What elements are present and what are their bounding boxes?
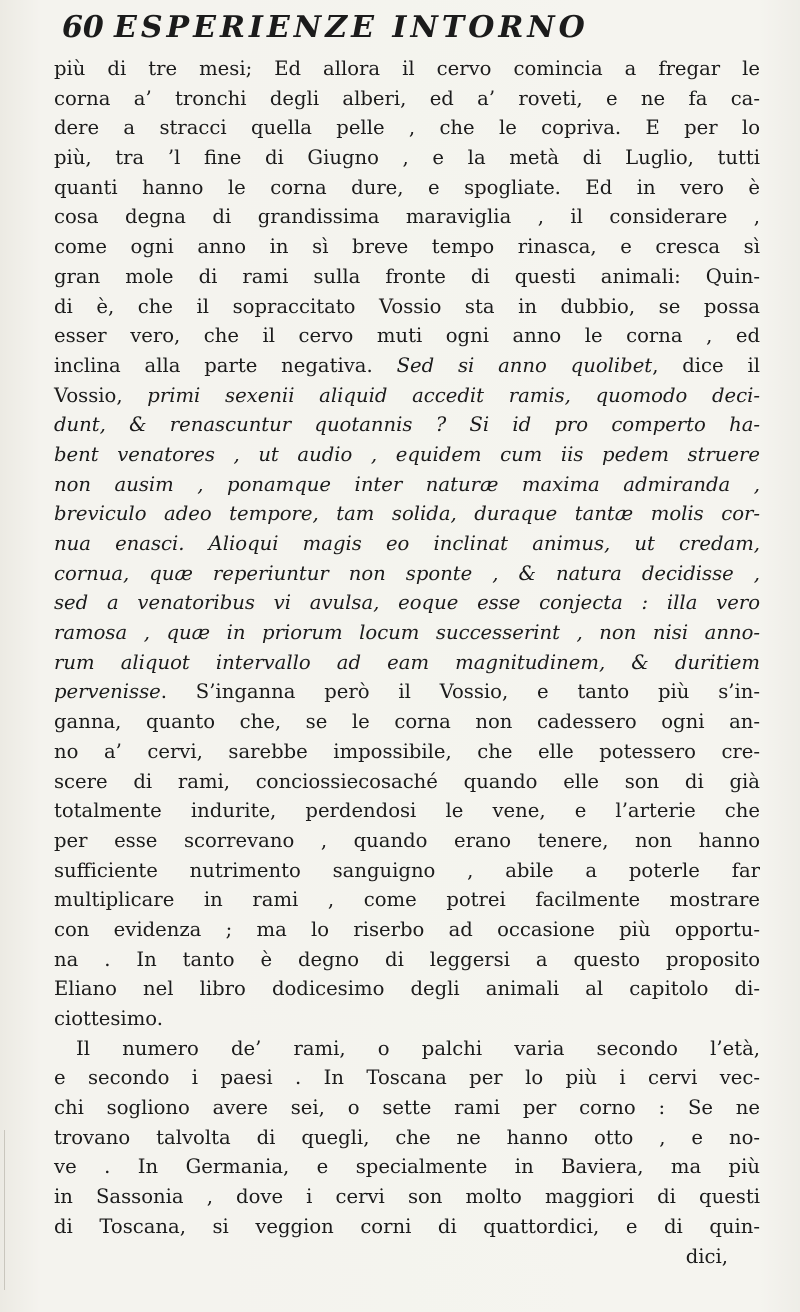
body-text-segment: sufficiente nutrimento sanguigno , abile a poterle far	[54, 858, 760, 882]
text-line	[54, 173, 760, 203]
body-text-segment: , dice il	[652, 353, 760, 377]
body-text-segment: cosa degna di grandissima maraviglia , il considerare ,	[54, 205, 760, 229]
body-text-segment: esser vero, che il cervo muti ogni anno le corna , ed	[54, 324, 760, 348]
text-line	[54, 707, 760, 737]
text-line	[54, 321, 760, 351]
latin-quote-text: rum aliquot intervallo ad eam magnitudinem, & duritiem	[54, 650, 760, 674]
body-text-segment: quanti hanno le corna dure, e spogliate. Ed in vero è	[54, 175, 760, 199]
text-line	[54, 677, 760, 707]
body-text-segment: ve . In Germania, e specialmente in Baviera, ma più	[54, 1155, 760, 1179]
text-line	[54, 1182, 760, 1212]
body-text-segment: di Toscana, si veggion corni di quattordici, e di quin-	[54, 1214, 760, 1238]
body-text-segment: totalmente indurite, perdendosi le vene, e l’arterie che	[54, 799, 760, 823]
latin-quote-text: bent venatores , ut audio , equidem cum iis pedem struere	[54, 442, 760, 466]
text-line	[54, 885, 760, 915]
running-title: ESPERIENZE INTORNO	[114, 10, 589, 45]
body-text-segment: ciottesimo.	[54, 1007, 163, 1030]
text-line	[54, 1212, 760, 1242]
text-line	[54, 1152, 760, 1182]
body-text-segment: trovano talvolta di quegli, che ne hanno otto , e no-	[54, 1125, 760, 1149]
latin-quote-text: ramosa , quæ in priorum locum successerint , non nisi anno-	[54, 621, 760, 645]
text-line	[54, 737, 760, 767]
text-line	[54, 618, 760, 648]
text-line	[54, 262, 760, 292]
text-line	[54, 796, 760, 826]
body-text-segment: Il numero de’ rami, o palchi varia secondo l’età,	[76, 1036, 760, 1060]
text-line	[54, 648, 760, 678]
body-text-segment: come ogni anno in sì breve tempo rinasca, e cresca sì	[54, 235, 760, 259]
latin-quote-text: non ausim , ponamque inter naturæ maxima admiranda ,	[54, 472, 760, 496]
latin-quote-text: pervenisse	[54, 680, 161, 704]
text-line	[54, 143, 760, 173]
text-line	[54, 292, 760, 322]
latin-quote-text: primi sexenii aliquid accedit ramis, quomodo deci-	[147, 383, 760, 407]
latin-quote-text: breviculo adeo tempore, tam solida, duraque tantæ molis cor-	[54, 502, 760, 526]
page-edge-shadow	[4, 1130, 5, 1290]
body-text-segment: Eliano nel libro dodicesimo degli animali al capitolo di-	[54, 977, 760, 1001]
text-line	[54, 54, 760, 84]
text-line	[54, 1093, 760, 1123]
text-line	[54, 470, 760, 500]
latin-quote-text: cornua, quæ reperiuntur non sponte , & natura decidisse ,	[54, 561, 760, 585]
latin-quote-text: dunt, & renascuntur quotannis ? Si id pro comperto ha-	[54, 413, 760, 437]
text-line	[54, 499, 760, 529]
body-text-segment: di è, che il sopraccitato Vossio sta in dubbio, se possa	[54, 294, 760, 318]
body-text-segment: più, tra ’l fine di Giugno , e la metà di Luglio, tutti	[54, 146, 760, 170]
text-line	[54, 1123, 760, 1153]
latin-quote-text: nua enasci. Alioqui magis eo inclinat animus, ut credam,	[54, 532, 760, 555]
body-text-segment: più di tre mesi; Ed allora il cervo comincia a fregar le	[54, 57, 760, 80]
text-line	[54, 1063, 760, 1093]
text-line	[54, 232, 760, 262]
body-text-segment: chi sogliono avere sei, o sette rami per corno : Se ne	[54, 1096, 760, 1120]
text-line	[54, 84, 760, 114]
body-text	[54, 54, 760, 1271]
body-text-segment: per esse scorrevano , quando erano tenere, non hanno	[54, 828, 760, 852]
body-text-segment: con evidenza ; ma lo riserbo ad occasione più opportu-	[54, 917, 760, 941]
text-line	[54, 915, 760, 945]
body-text-segment: Vossio,	[54, 383, 148, 407]
text-line	[54, 856, 760, 886]
text-line	[54, 351, 760, 381]
text-line	[54, 440, 760, 470]
body-text-segment: ganna, quanto che, se le corna non cadessero ogni an-	[54, 710, 760, 734]
body-text-segment: . S’inganna però il Vossio, e tanto più s’in-	[160, 680, 760, 704]
text-line	[54, 974, 760, 1004]
text-line	[54, 1004, 760, 1034]
page-header	[62, 6, 752, 50]
body-text-segment: dere a stracci quella pelle , che le copriva. E per lo	[54, 116, 760, 140]
body-text-segment: e secondo i paesi . In Toscana per lo più i cervi vec-	[54, 1066, 760, 1090]
body-text-segment: na . In tanto è degno di leggersi a questo proposito	[54, 947, 760, 971]
body-text-segment: dici,	[685, 1244, 728, 1268]
body-text-segment: corna a’ tronchi degli alberi, ed a’ roveti, e ne fa ca-	[54, 86, 760, 110]
body-text-segment: gran mole di rami sulla fronte di questi animali: Quin-	[54, 264, 760, 288]
text-line	[54, 559, 760, 589]
body-text-segment: scere di rami, conciossiecosaché quando elle son di già	[54, 769, 760, 793]
latin-quote-text: sed a venatoribus vi avulsa, eoque esse conjecta : illa vero	[54, 591, 760, 615]
text-line	[54, 767, 760, 797]
text-line	[54, 1242, 760, 1272]
text-line	[54, 945, 760, 975]
text-line	[54, 1034, 760, 1064]
latin-quote-text: Sed si anno quolibet	[396, 353, 653, 377]
text-line	[54, 381, 760, 411]
body-text-segment: no a’ cervi, sarebbe impossibile, che elle potessero cre-	[54, 739, 760, 763]
body-text-segment: multiplicare in rami , come potrei facilmente mostrare	[54, 888, 760, 912]
text-line	[54, 113, 760, 143]
text-line	[54, 410, 760, 440]
text-line	[54, 529, 760, 559]
text-line	[54, 588, 760, 618]
text-line	[54, 202, 760, 232]
text-line	[54, 826, 760, 856]
body-text-segment: inclina alla parte negativa.	[54, 353, 397, 377]
body-text-segment: in Sassonia , dove i cervi son molto maggiori di questi	[54, 1185, 760, 1209]
page-number: 60	[62, 10, 104, 45]
